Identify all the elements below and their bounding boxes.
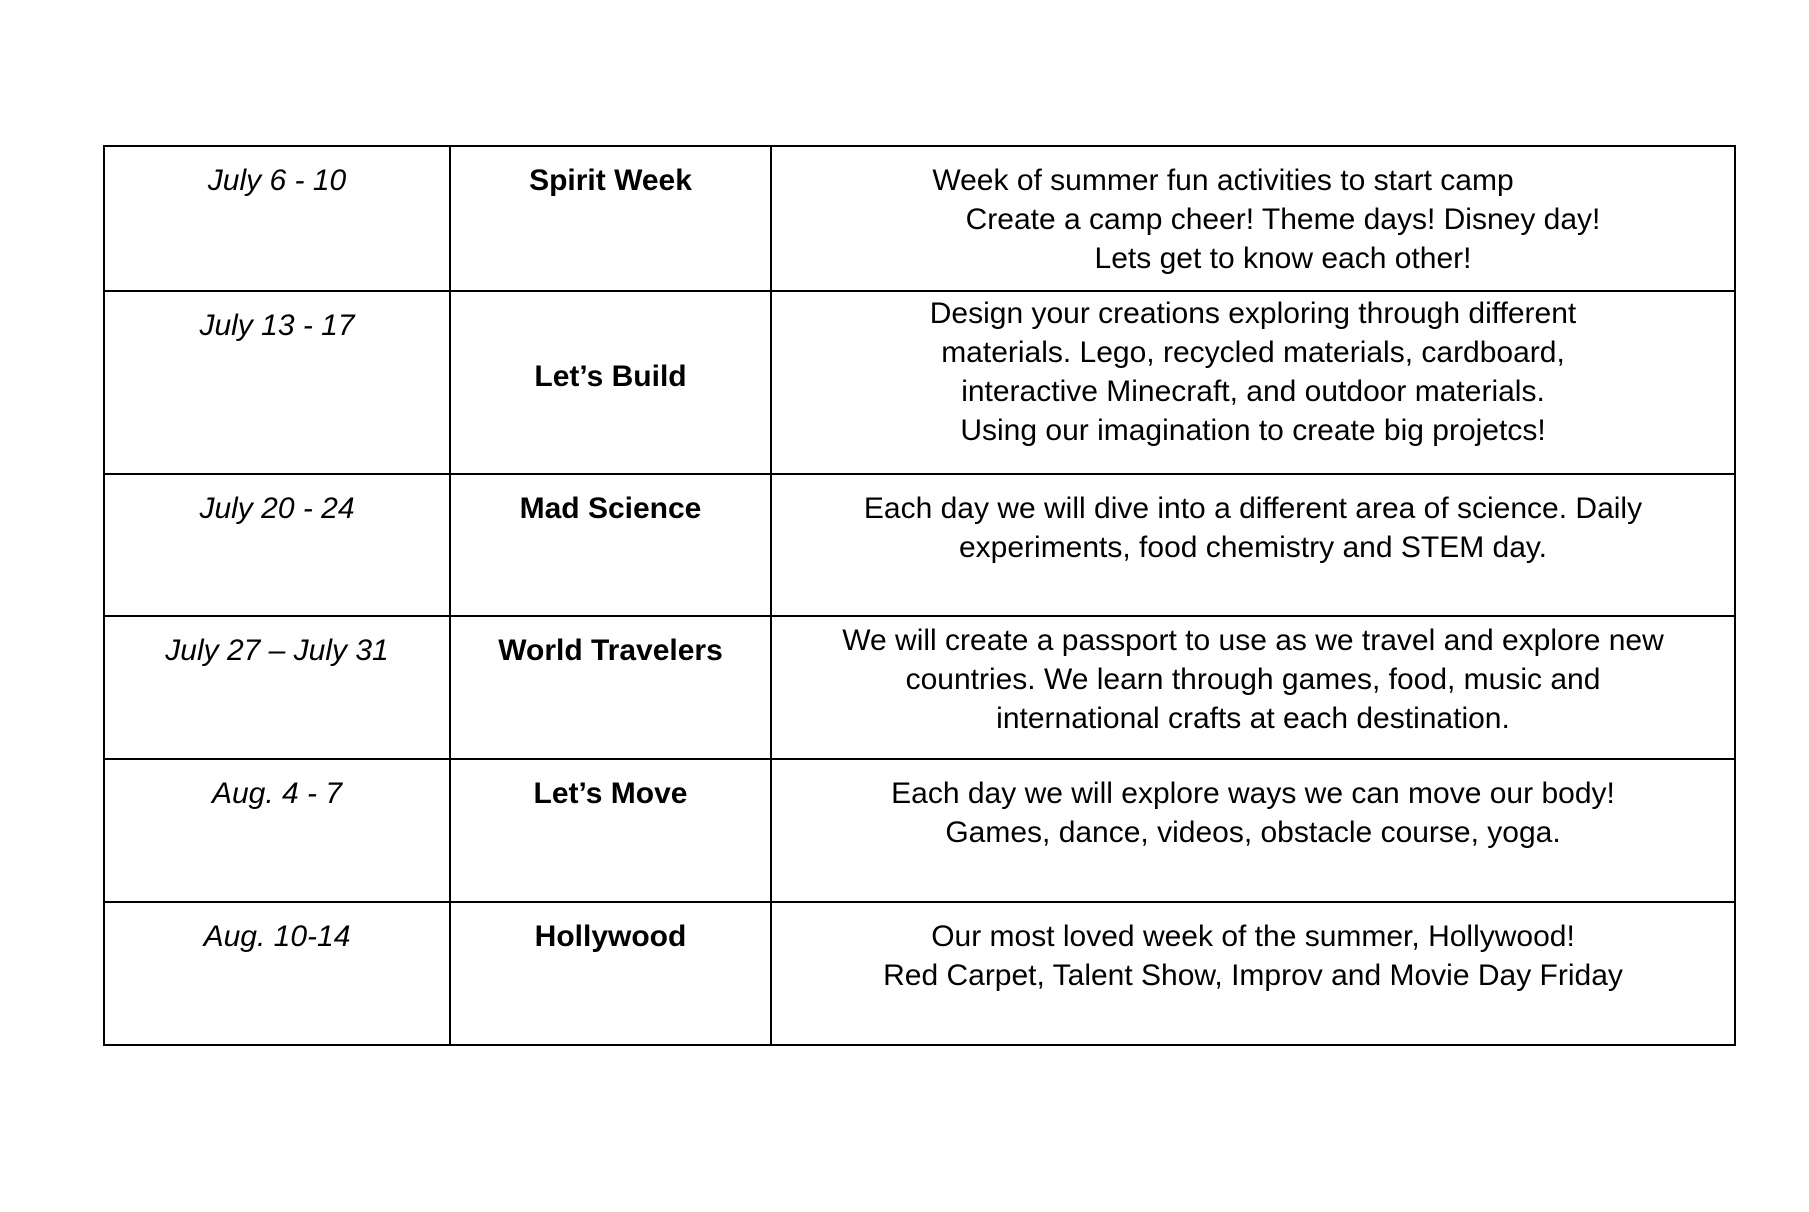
week-description xyxy=(771,146,1735,291)
description-line: We will create a passport to use as we travel and explore new xyxy=(842,624,1664,657)
week-description xyxy=(771,291,1735,474)
week-dates: Aug. 4 - 7 xyxy=(104,759,450,902)
week-dates: July 13 - 17 xyxy=(104,291,450,474)
week-description xyxy=(771,474,1735,616)
table-row xyxy=(104,616,1735,759)
week-theme: Mad Science xyxy=(450,474,771,616)
table-row xyxy=(104,474,1735,616)
week-dates: July 27 – July 31 xyxy=(104,616,450,759)
description-line: countries. We learn through games, food, music and xyxy=(905,663,1601,696)
week-theme: Spirit Week xyxy=(450,146,771,291)
week-theme: World Travelers xyxy=(450,616,771,759)
description-line: Using our imagination to create big projetcs! xyxy=(960,414,1546,447)
description-line: Create a camp cheer! Theme days! Disney day! xyxy=(965,203,1601,236)
description-line: Red Carpet, Talent Show, Improv and Movie Day Friday xyxy=(883,959,1623,992)
week-description xyxy=(771,759,1735,902)
week-description xyxy=(771,902,1735,1045)
description-line: materials. Lego, recycled materials, cardboard, xyxy=(941,336,1565,369)
week-theme: Let’s Move xyxy=(450,759,771,902)
week-description xyxy=(771,616,1735,759)
description-line: Each day we will dive into a different area of science. Daily xyxy=(863,492,1643,525)
week-dates: July 6 - 10 xyxy=(104,146,450,291)
description-line: Each day we will explore ways we can move our body! xyxy=(891,777,1615,810)
table-row xyxy=(104,902,1735,1045)
description-line: Week of summer fun activities to start camp xyxy=(932,164,1514,197)
description-line: international crafts at each destination. xyxy=(996,702,1510,735)
description-line: Games, dance, videos, obstacle course, yoga. xyxy=(945,816,1561,849)
week-theme: Hollywood xyxy=(450,902,771,1045)
week-dates: Aug. 10-14 xyxy=(104,902,450,1045)
table-row xyxy=(104,146,1735,291)
description-line: Our most loved week of the summer, Hollywood! xyxy=(931,920,1575,953)
table-row xyxy=(104,291,1735,474)
table-row xyxy=(104,759,1735,902)
description-line: Design your creations exploring through different xyxy=(929,297,1577,330)
week-dates: July 20 - 24 xyxy=(104,474,450,616)
camp-schedule-table xyxy=(103,145,1736,1046)
description-line: Lets get to know each other! xyxy=(1094,242,1472,275)
description-line: experiments, food chemistry and STEM day. xyxy=(958,531,1548,564)
description-line: interactive Minecraft, and outdoor materials. xyxy=(961,375,1545,408)
week-theme: Let’s Build xyxy=(450,291,771,474)
